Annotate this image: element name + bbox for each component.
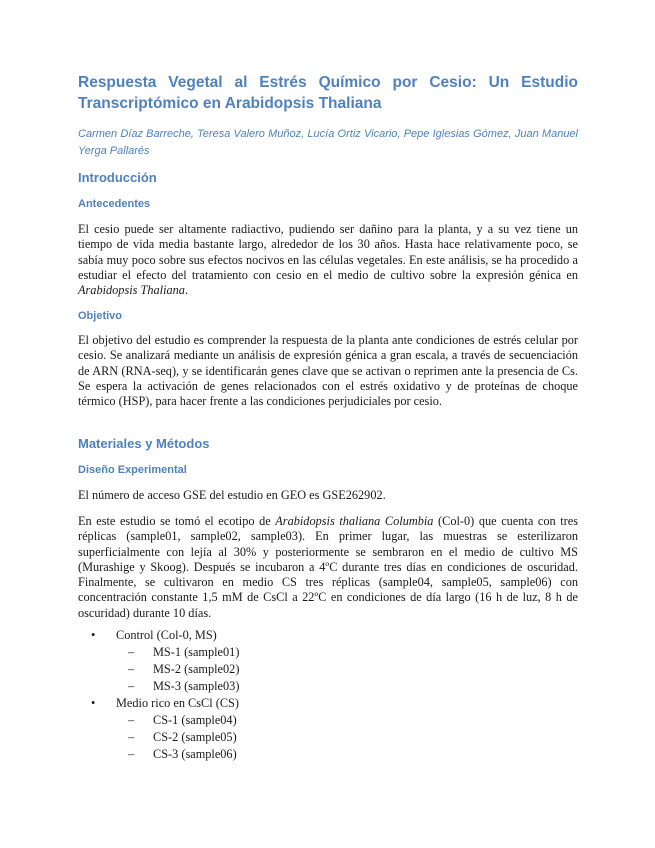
sample-label: MS-1 (sample01) [153,645,240,659]
sample-label: CS-2 (sample05) [153,730,237,744]
sample-label: MS-3 (sample03) [153,679,240,693]
dash-marker: – [128,730,135,744]
objetivo-paragraph: El objetivo del estudio es comprender la respuesta de la planta ante condiciones de estrés celular por cesio. Se analizará mediante un análisis de expresión génica a gran escala, a través de secuenciación de ARN (RNA-seq), y se identificarán genes clave que se activan o reprimen ante la presencia de Cs. Se espera la activación de genes relacionados con el estrés oxidativo y de proteínas de choque térmico (HSP), para hacer frente a las condiciones perjudiciales por cesio. [78,333,578,409]
bullet-marker: • [91,628,96,642]
bullet-marker: • [91,696,96,710]
experimental-design-paragraph: En este estudio se tomó el ecotipo de Arabidopsis thaliana Columbia (Col-0) que cuenta con tres réplicas (sample01, sample02, sample03). En primer lugar, las muestras se esterilizaron superficialmente con lejía al 30% y posteriormente se sembraron en el medio de cultivo MS (Murashige y Skoog). Después se incubaron a 4ºC durante tres días en condiciones de oscuridad. Finalmente, se cultivaron en medio CS tres réplicas (sample04, sample05, sample06) con concentración constante 1,5 mM de CsCl a 22ºC en condiciones de día largo (16 h de luz, 8 h de oscuridad) durante 10 días. [78,514,579,620]
subsection-heading-objetivo: Objetivo [78,310,123,322]
sample-label: MS-2 (sample02) [153,662,240,676]
antecedentes-paragraph: El cesio puede ser altamente radiactivo, pudiendo ser dañino para la planta, y a su vez tiene un tiempo de vida media bastante largo, alrededor de los 30 años. Hasta hace relativamente poco, se sabía muy poco sobre sus efectos nocivos en las células vegetales. En este análisis, se ha procedido a estudiar el efecto del tratamiento con cesio en el medio de cultivo sobre la expresión génica en Arabidopsis Thaliana. [78,222,578,298]
section-heading-introduccion: Introducción [78,170,157,185]
accession-paragraph: El número de acceso GSE del estudio en GEO es GSE262902. [78,488,386,502]
dash-marker: – [128,645,135,659]
sample-label: CS-3 (sample06) [153,747,237,761]
subsection-heading-diseno: Diseño Experimental [78,464,187,476]
paper-title: Respuesta Vegetal al Estrés Químico por Cesio: Un Estudio Transcriptómico en Arabidopsis Thaliana [78,74,578,112]
dash-marker: – [128,662,135,676]
section-heading-materiales: Materiales y Métodos [78,436,210,451]
group-label-control: Control (Col-0, MS) [116,628,217,642]
subsection-heading-antecedentes: Antecedentes [78,198,151,210]
sample-label: CS-1 (sample04) [153,713,237,727]
dash-marker: – [128,679,135,693]
author-list: Carmen Díaz Barreche, Teresa Valero Muñoz, Lucía Ortiz Vicario, Pepe Iglesias Gómez, Juan Manuel Yerga Pallarés [78,128,578,157]
group-label-cscl: Medio rico en CsCl (CS) [116,696,239,710]
dash-marker: – [128,713,135,727]
dash-marker: – [128,747,135,761]
